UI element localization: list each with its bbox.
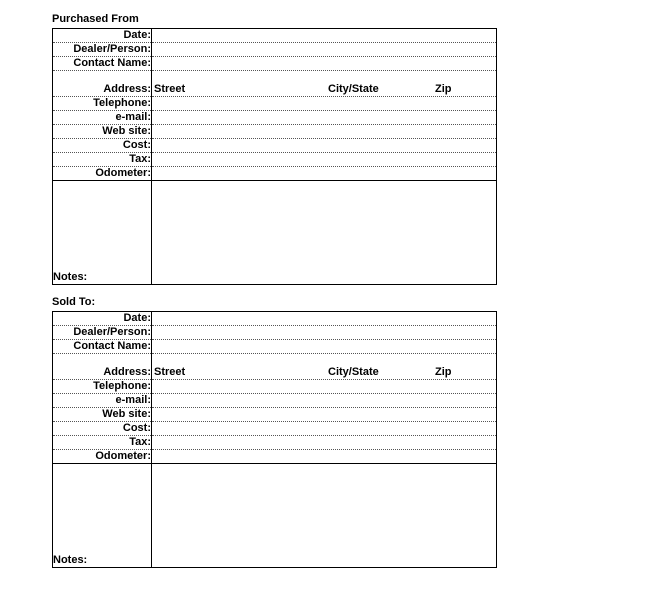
label-contact-name: Contact Name: [53, 57, 152, 71]
table-row [53, 340, 497, 354]
table-row [53, 380, 497, 394]
section-purchased-from [52, 13, 497, 285]
sold-to-table [52, 311, 497, 568]
field-telephone[interactable] [152, 380, 497, 394]
field-contact-name[interactable] [152, 340, 497, 354]
field-dealer-person[interactable] [152, 43, 497, 57]
table-row [53, 422, 497, 436]
table-row [53, 57, 497, 71]
field-notes[interactable] [152, 464, 497, 568]
address-column-headers [152, 366, 496, 379]
field-tax[interactable] [152, 436, 497, 450]
header-city-state: City/State [328, 366, 379, 378]
label-dealer-person: Dealer/Person: [53, 326, 152, 340]
field-odometer[interactable] [152, 167, 497, 181]
field-email[interactable] [152, 394, 497, 408]
header-street: Street [154, 83, 186, 95]
section-title-purchased-from: Purchased From [52, 13, 139, 25]
field-odometer[interactable] [152, 450, 497, 464]
table-row [53, 167, 497, 181]
purchased-from-table [52, 28, 497, 285]
field-cost[interactable] [152, 422, 497, 436]
label-tax: Tax: [53, 436, 152, 450]
table-row [53, 326, 497, 340]
label-odometer: Odometer: [53, 450, 152, 464]
field-web-site[interactable] [152, 408, 497, 422]
header-city-state: City/State [328, 83, 379, 95]
table-row [53, 125, 497, 139]
field-date[interactable] [152, 29, 497, 43]
table-row-address [53, 71, 497, 97]
table-row [53, 139, 497, 153]
field-notes[interactable] [152, 181, 497, 285]
label-cost: Cost: [53, 422, 152, 436]
table-row [53, 312, 497, 326]
table-row [53, 29, 497, 43]
field-tax[interactable] [152, 153, 497, 167]
label-email: e-mail: [53, 394, 152, 408]
section-sold-to [52, 296, 497, 568]
table-row-notes [53, 181, 497, 285]
section-title-sold-to: Sold To: [52, 296, 96, 308]
field-address[interactable] [152, 71, 497, 97]
label-date: Date: [53, 29, 152, 43]
label-cost: Cost: [53, 139, 152, 153]
table-row [53, 436, 497, 450]
table-row [53, 394, 497, 408]
label-notes: Notes: [53, 181, 152, 285]
table-row [53, 408, 497, 422]
field-date[interactable] [152, 312, 497, 326]
table-row [53, 450, 497, 464]
field-email[interactable] [152, 111, 497, 125]
label-address: Address: [53, 354, 152, 380]
table-row [53, 153, 497, 167]
field-cost[interactable] [152, 139, 497, 153]
field-web-site[interactable] [152, 125, 497, 139]
label-tax: Tax: [53, 153, 152, 167]
table-row [53, 97, 497, 111]
table-row-notes [53, 464, 497, 568]
label-dealer-person: Dealer/Person: [53, 43, 152, 57]
table-row [53, 111, 497, 125]
label-web-site: Web site: [53, 125, 152, 139]
label-notes: Notes: [53, 464, 152, 568]
label-email: e-mail: [53, 111, 152, 125]
label-odometer: Odometer: [53, 167, 152, 181]
table-row [53, 43, 497, 57]
field-contact-name[interactable] [152, 57, 497, 71]
field-address[interactable] [152, 354, 497, 380]
label-web-site: Web site: [53, 408, 152, 422]
address-column-headers [152, 83, 496, 96]
label-address: Address: [53, 71, 152, 97]
field-telephone[interactable] [152, 97, 497, 111]
header-zip: Zip [435, 366, 452, 378]
label-contact-name: Contact Name: [53, 340, 152, 354]
field-dealer-person[interactable] [152, 326, 497, 340]
table-row-address [53, 354, 497, 380]
header-zip: Zip [435, 83, 452, 95]
label-telephone: Telephone: [53, 380, 152, 394]
header-street: Street [154, 366, 186, 378]
label-date: Date: [53, 312, 152, 326]
label-telephone: Telephone: [53, 97, 152, 111]
